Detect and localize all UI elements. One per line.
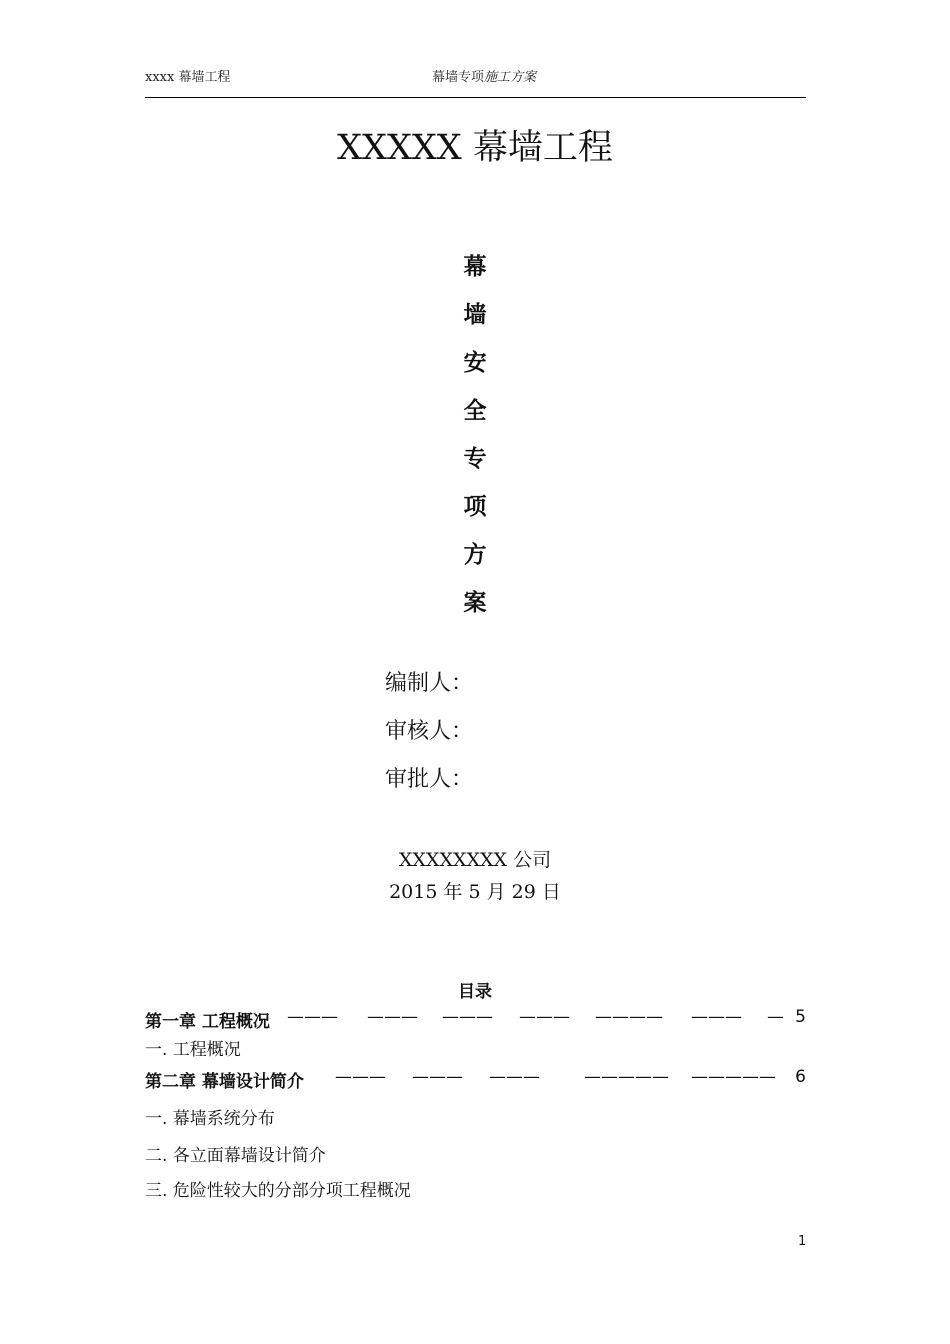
header-center-a: 幕墙专项 xyxy=(432,70,485,85)
header-center-text xyxy=(432,66,536,85)
header-left-text: xxxx 幕墙工程 xyxy=(145,70,231,85)
document-date: 2015 年 5 月 29 日 xyxy=(389,881,561,903)
toc-chapter-1-page: 5 xyxy=(795,1007,806,1027)
company-name: XXXXXXXX 公司 xyxy=(398,849,552,871)
vertical-title-char: 幕 xyxy=(463,254,487,280)
vertical-title-char: 案 xyxy=(463,590,487,616)
toc-leader: ——— xyxy=(412,1067,463,1087)
toc-leader: ——— xyxy=(519,1007,570,1027)
toc-chapter-2[interactable] xyxy=(145,1067,806,1092)
toc-leader: ——— xyxy=(335,1067,386,1087)
toc-leader: ——— xyxy=(442,1007,493,1027)
toc-leader: ————— xyxy=(584,1067,669,1087)
toc-leader: ———— xyxy=(595,1007,663,1027)
toc-leader: — xyxy=(767,1007,784,1027)
vertical-title-char: 安 xyxy=(463,350,487,376)
header-rule xyxy=(145,97,806,98)
signature-approved-by: 审批人： xyxy=(385,767,474,792)
document-title: XXXXX 幕墙工程 xyxy=(337,128,613,168)
toc-chapter-1[interactable] xyxy=(145,1007,806,1032)
vertical-title-char: 全 xyxy=(463,398,487,424)
toc-section[interactable]: 一. 幕墙系统分布 xyxy=(145,1109,275,1129)
vertical-title-char: 方 xyxy=(463,542,487,568)
toc-section[interactable]: 三. 危险性较大的分部分项工程概况 xyxy=(145,1181,411,1201)
toc-leader: ——— xyxy=(367,1007,418,1027)
header-center-b: 施工方案 xyxy=(484,70,537,85)
toc-chapter-2-page: 6 xyxy=(795,1067,806,1087)
vertical-title-char: 墙 xyxy=(463,302,487,328)
vertical-title-char: 专 xyxy=(463,446,487,472)
page-number: 1 xyxy=(798,1234,807,1249)
signature-reviewed-by: 审核人： xyxy=(385,719,474,744)
vertical-title-char: 项 xyxy=(463,494,487,520)
toc-leader: ——— xyxy=(691,1007,742,1027)
toc-leader: ——— xyxy=(489,1067,540,1087)
toc-leader: ————— xyxy=(691,1067,776,1087)
signature-prepared-by: 编制人： xyxy=(385,671,474,696)
toc-chapter-1-label: 第一章 工程概况 xyxy=(145,1012,270,1032)
toc-section[interactable]: 二. 各立面幕墙设计简介 xyxy=(145,1146,326,1166)
toc-chapter-2-label: 第二章 幕墙设计简介 xyxy=(145,1072,304,1092)
toc-leader: ——— xyxy=(287,1007,338,1027)
toc-title: 目录 xyxy=(458,982,492,1002)
toc-section[interactable]: 一. 工程概况 xyxy=(145,1040,241,1060)
